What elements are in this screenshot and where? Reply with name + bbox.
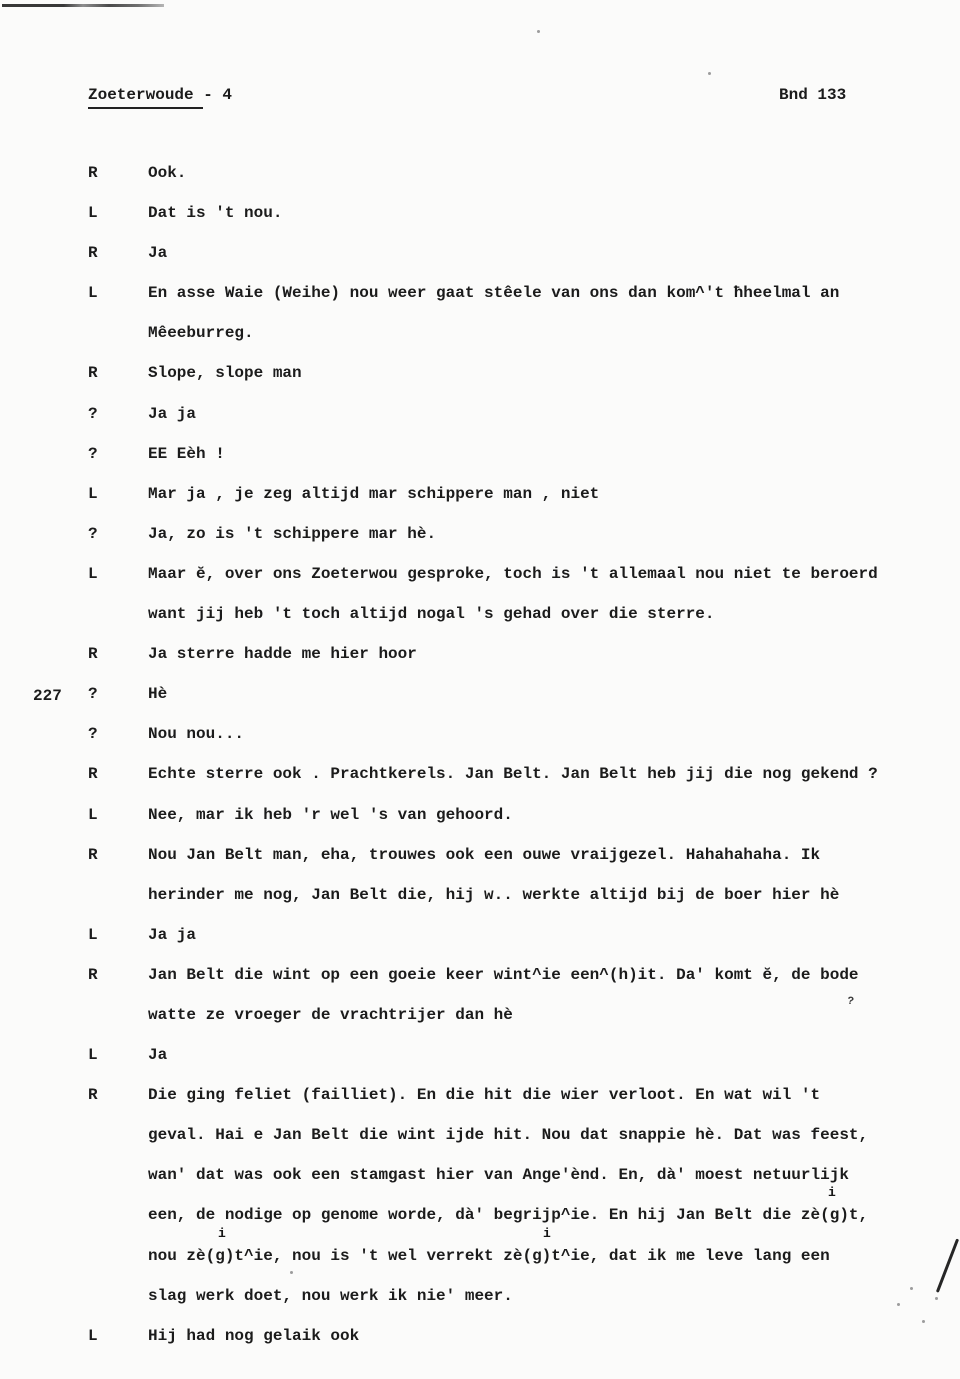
speaker-label: R — [88, 645, 98, 664]
transcript-row — [0, 204, 960, 244]
speaker-label: R — [88, 765, 98, 784]
line-text: een, de nodige op genome worde, dà' begrijp^ie. En hij Jan Belt die zè(g)t, — [148, 1206, 869, 1225]
line-text: Nou Jan Belt man, eha, trouwes ook een ouwe vraijgezel. Hahahahaha. Ik — [148, 845, 821, 864]
transcript-row — [0, 966, 960, 1006]
transcript-row — [0, 645, 960, 685]
ink-speck — [290, 1271, 293, 1274]
speaker-label: L — [88, 284, 98, 303]
line-text: Jan Belt die wint op een goeie keer wint^ie een^(h)it. Da' komt ĕ, de bode — [148, 965, 859, 984]
line-text: want jij heb 't toch altijd nogal 's gehad over die sterre. — [148, 605, 715, 624]
line-text: Nou nou... — [148, 725, 245, 744]
ink-speck — [708, 72, 711, 75]
superscript-annotation: i — [218, 1226, 226, 1241]
transcript-row — [0, 445, 960, 485]
transcript-row — [0, 565, 960, 605]
transcript-row — [0, 1046, 960, 1086]
page-header — [0, 86, 960, 116]
page-title — [88, 86, 232, 104]
line-text: Ja ja — [148, 925, 197, 944]
transcript-row — [0, 806, 960, 846]
line-text: Maar ĕ, over ons Zoeterwou gesproke, toch is 't allemaal nou niet te beroerd — [148, 564, 878, 583]
speaker-label: L — [88, 925, 98, 944]
transcript-row — [0, 244, 960, 284]
transcript-row — [0, 1006, 960, 1046]
speaker-label: L — [88, 805, 98, 824]
speaker-label: L — [88, 1046, 98, 1065]
transcript-row — [0, 685, 960, 725]
speaker-label: ? — [88, 685, 98, 704]
speaker-label: L — [88, 204, 98, 223]
line-text: Mêeeburreg. — [148, 324, 254, 343]
transcript-row — [0, 1206, 960, 1246]
line-text: herinder me nog, Jan Belt die, hij w.. werkte altijd bij de boer hier hè — [148, 885, 840, 904]
superscript-annotation: i — [543, 1226, 551, 1241]
ink-speck — [537, 30, 540, 33]
transcript — [0, 164, 960, 1367]
line-text: Die ging feliet (failliet). En die hit die wier verloot. En wat wil 't — [148, 1086, 821, 1105]
handwritten-mark: ? — [846, 995, 855, 1009]
line-text: Slope, slope man — [148, 364, 302, 383]
line-text: Ja — [148, 244, 168, 263]
transcript-row — [0, 1247, 960, 1287]
scan-artifact-bar — [2, 4, 164, 7]
transcript-row — [0, 164, 960, 204]
transcript-row — [0, 605, 960, 645]
speaker-label: ? — [88, 725, 98, 744]
transcript-row — [0, 1327, 960, 1367]
band-number: Bnd 133 — [779, 86, 847, 104]
speaker-label: ? — [88, 524, 98, 543]
line-text: watte ze vroeger de vrachtrijer dan hè — [148, 1005, 513, 1024]
speaker-label: L — [88, 1326, 98, 1345]
transcript-row — [0, 846, 960, 886]
line-text: Ja sterre hadde me hier hoor — [148, 645, 417, 664]
line-text: Echte sterre ook . Prachtkerels. Jan Belt. Jan Belt heb jij die nog gekend ? — [148, 765, 878, 784]
line-text: EE Eèh ! — [148, 444, 225, 463]
speaker-label: L — [88, 484, 98, 503]
line-text: Mar ja , je zeg altijd mar schippere man , niet — [148, 484, 600, 503]
transcript-row — [0, 886, 960, 926]
line-text: Dat is 't nou. — [148, 204, 283, 223]
transcript-row — [0, 1126, 960, 1166]
line-text: Ook. — [148, 164, 187, 182]
line-text: Hè — [148, 685, 168, 704]
transcript-row — [0, 725, 960, 765]
line-text: Hij had nog gelaik ook — [148, 1326, 360, 1345]
ink-speck — [935, 1297, 938, 1300]
line-text: Ja, zo is 't schippere mar hè. — [148, 524, 437, 543]
line-text: wan' dat was ook een stamgast hier van Ange'ènd. En, dà' moest netuurlijk — [148, 1166, 849, 1185]
transcript-row — [0, 1287, 960, 1327]
line-text: En asse Waie (Weihe) nou weer gaat stêele van ons dan kom^'t ħheelmal an — [148, 284, 840, 303]
transcript-row — [0, 405, 960, 445]
transcript-row — [0, 284, 960, 324]
page-title-text: Zoeterwoude — [88, 86, 203, 109]
line-text: nou zè(g)t^ie, nou is 't wel verrekt zè(g)t^ie, dat ik me leve lang een — [148, 1246, 830, 1265]
line-text: geval. Hai e Jan Belt die wint ijde hit. Nou dat snappie hè. Dat was feest, — [148, 1126, 869, 1145]
superscript-annotation: i — [828, 1185, 836, 1200]
speaker-label: ? — [88, 444, 98, 463]
ink-speck — [910, 1287, 913, 1290]
transcript-row — [0, 1086, 960, 1126]
speaker-label: R — [88, 965, 98, 984]
transcript-row — [0, 324, 960, 364]
transcript-row — [0, 926, 960, 966]
line-text: slag werk doet, nou werk ik nie' meer. — [148, 1286, 513, 1305]
speaker-label: R — [88, 845, 98, 864]
ink-speck — [922, 1320, 925, 1323]
line-text: Nee, mar ik heb 'r wel 's van gehoord. — [148, 805, 513, 824]
transcript-row — [0, 765, 960, 805]
page-title-suffix: - 4 — [203, 86, 233, 104]
speaker-label: R — [88, 244, 98, 263]
transcript-row — [0, 525, 960, 565]
line-text: Ja — [148, 1046, 168, 1065]
speaker-label: R — [88, 164, 98, 182]
transcript-row — [0, 364, 960, 404]
speaker-label: ? — [88, 404, 98, 423]
speaker-label: L — [88, 564, 98, 583]
transcript-row — [0, 1166, 960, 1206]
ink-speck — [897, 1303, 900, 1306]
transcript-row — [0, 485, 960, 525]
line-text: Ja ja — [148, 404, 197, 423]
speaker-label: R — [88, 364, 98, 383]
margin-number: 227 — [33, 687, 62, 706]
speaker-label: R — [88, 1086, 98, 1105]
